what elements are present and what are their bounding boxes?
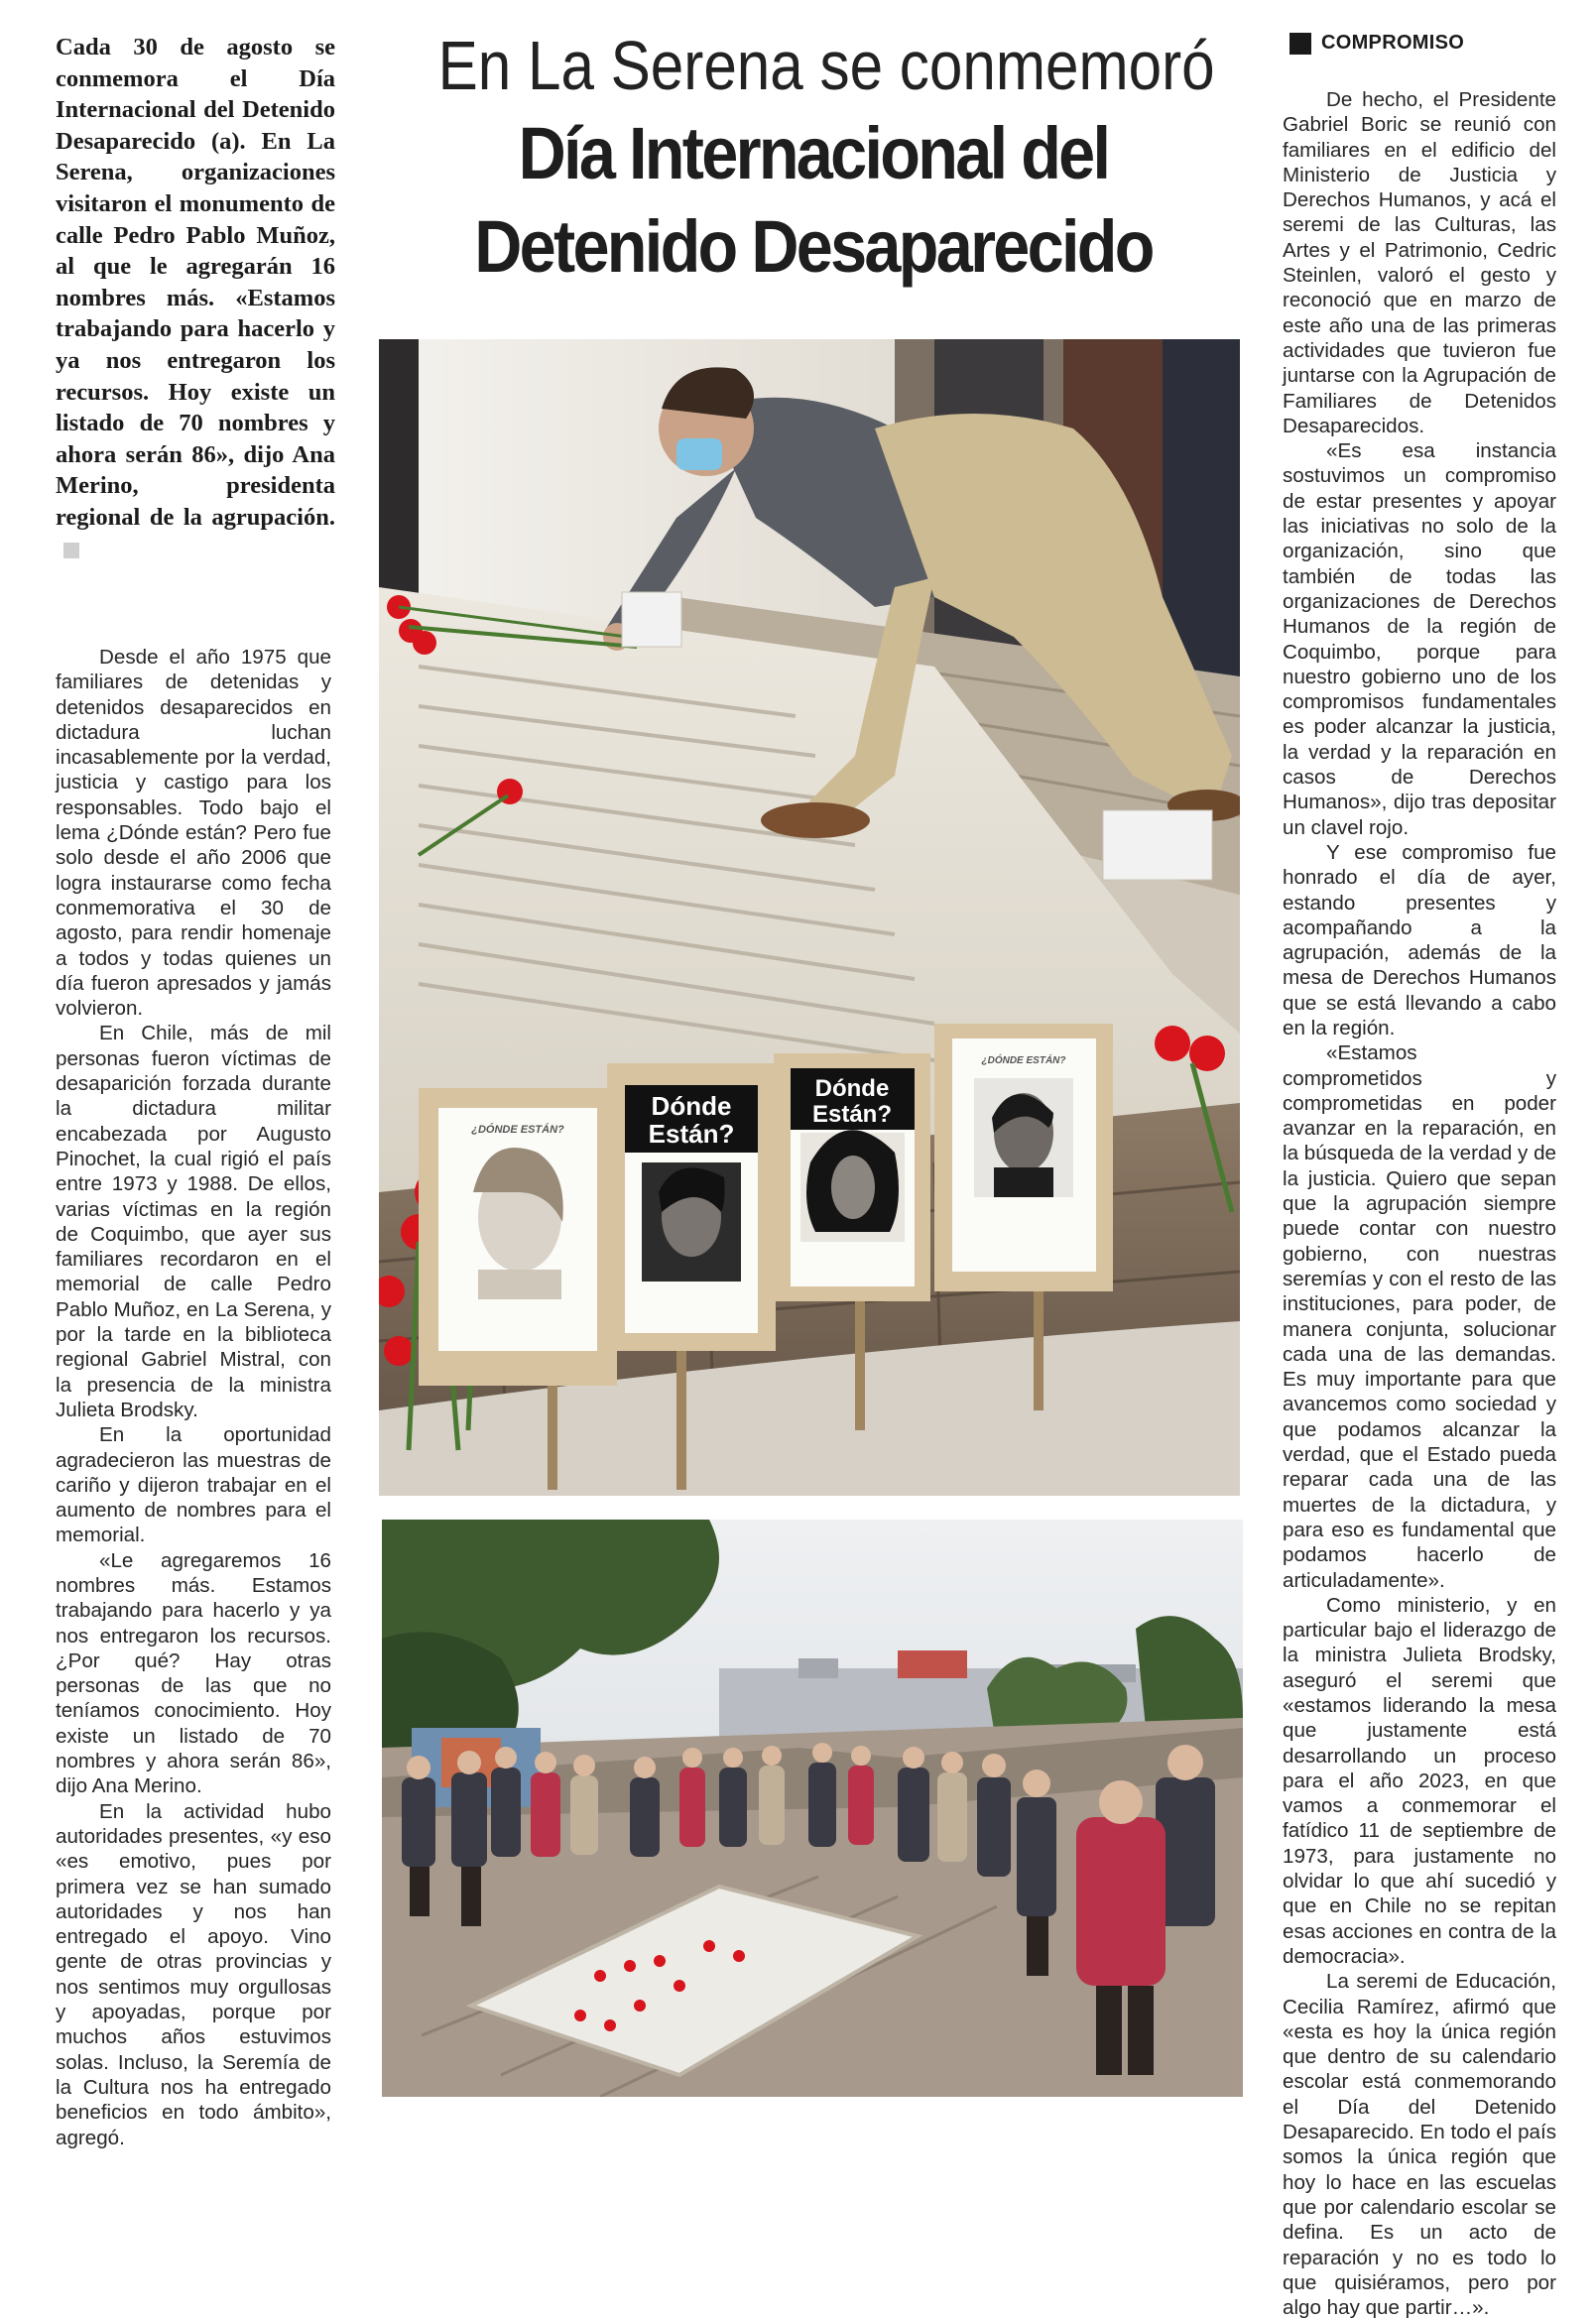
headline-line-3: Detenido Desaparecido [474, 205, 1153, 288]
article-lead [56, 32, 335, 564]
square-bullet-icon [1289, 33, 1311, 55]
section-label [1289, 32, 1464, 55]
sign-1-caption: ¿DÓNDE ESTÁN? [471, 1124, 564, 1136]
memorial-photo-illustration [379, 339, 1240, 1496]
headline-line-2: Día Internacional del [518, 112, 1109, 194]
headline-line-1: En La Serena se conmemoró [437, 27, 1215, 104]
right-paragraph: La seremi de Educación, Cecilia Ramírez, afirmó que «esta es hoy la única región que dentro de su calendario escolar está conmemorando el Día del Detenido Desaparecido. En todo el país somos la única región que hoy lo hace en las escuelas que por calendario escolar se defina. Es un acto de reparación y no es todo lo que quisiéramos, pero por algo hay que partir…». [1283, 1970, 1556, 2320]
lead-text: Cada 30 de agosto se conmemora el Día Internacional del Detenido Desaparecido (a). En La Serena, organizaciones visitaron el monumento de calle Pedro Pablo Muñoz, al que le agregarán 16 nombres más. «Estamos trabajando para hacerlo y ya nos entregaron los recursos. Hoy existe un listado de 70 nombres y ahora serán 86», dijo Ana Merino, presidenta regional de la agrupación. [56, 34, 335, 531]
right-paragraph: De hecho, el Presidente Gabriel Boric se reunió con familiares en el edificio del Ministerio de Justicia y Derechos Humanos, y acá el seremi de las Culturas, las Artes y el Patrimonio, Cedric Steinlen, valoró el gesto y reconoció que en marzo de este año una de las primeras actividades que tuvieron fue juntarse con la Agrupación de Familiares de Detenidos Desaparecidos. [1283, 88, 1556, 437]
left-paragraph: Desde el año 1975 que familiares de detenidas y detenidos desaparecidos en dictadura luchan incasablemente por la verdad, justicia y castigo para los responsables. Todo bajo el lema ¿Dónde están? Pero fue solo desde el año 2006 que logra instaurarse como fecha conmemorativa el 30 de agosto, para rendir homenaje a todos y todas quienes un día fueron apresados y jamás volvieron. [56, 646, 331, 1021]
right-column [1283, 87, 1556, 2320]
right-paragraph: «Es esa instancia sostuvimos un compromiso de estar presentes y apoyar las iniciativas no solo de la organización, sino que también de todas las organizaciones de Derechos Humanos de la región de Coquimbo, porque para nuestro gobierno uno de los compromisos fundamentales es poder alcanzar la justicia, la verdad y la reparación en casos de Derechos Humanos», dijo tras depositar un clavel rojo. [1283, 439, 1556, 839]
left-paragraph: En la actividad hubo autoridades presentes, «y eso «es emotivo, pues por primera vez se han sumado autoridades y nos han entregado el apoyo. Vino gente de otras provincias y nos sentimos muy orgullosas y apoyadas, porque por muchos años estuvimos solas. Incluso, la Seremía de la Cultura nos ha entregado beneficios en todo ámbito», agregó. [56, 1799, 331, 2149]
sign-2-line-1: Dónde [651, 1091, 732, 1121]
headline [377, 24, 1250, 294]
section-label-text: COMPROMISO [1321, 32, 1465, 54]
end-mark-icon [63, 543, 79, 558]
sign-2-line-2: Están? [648, 1119, 735, 1149]
right-paragraph: Como ministerio, y en particular bajo el liderazgo de la ministra Julieta Brodsky, aseguró el seremi que «estamos liderando la mesa que justamente está desarrollando un proceso para el año 2023, en que vamos a conmemorar el fatídico 11 de septiembre de 1973, para justamente no olvidar lo que ahí sucedió y que en Chile no se repitan esas acciones en contra de la democracia». [1283, 1593, 1556, 1968]
memorial-photo [379, 339, 1240, 1496]
left-paragraph: En Chile, más de mil personas fueron víctimas de desaparición forzada durante la dictadura militar encabezada por Augusto Pinochet, la cual rigió el país entre 1973 y 1988. De ellos, varias víctimas en la región de Coquimbo, que ayer sus familiares recordaron en el memorial de calle Pedro Pablo Muñoz, en La Serena, y por la tarde en la biblioteca regional Gabriel Mistral, con la presencia de la ministra Julieta Brodsky. [56, 1022, 331, 1421]
left-paragraph: «Le agregaremos 16 nombres más. Estamos trabajando para hacerlo y ya nos entregaron los recursos. ¿Por qué? Hay otras personas de las que no teníamos conocimiento. Hoy existe un listado de 70 nombres y ahora serán 86», dijo Ana Merino. [56, 1548, 331, 1798]
right-paragraph: Y ese compromiso fue honrado el día de ayer, estando presentes y acompañando a la agrupación, además de la mesa de Derechos Humanos que se está llevando a cabo en la región. [1283, 840, 1556, 1039]
left-column [56, 645, 331, 2150]
sign-3-line-2: Están? [811, 1101, 893, 1128]
sign-4-caption: ¿DÓNDE ESTÁN? [981, 1055, 1066, 1066]
crowd-photo [382, 1520, 1243, 2097]
crowd-photo-illustration [382, 1520, 1243, 2097]
sign-3-line-1: Dónde [814, 1075, 890, 1102]
right-paragraph: «Estamos comprometidos y comprometidas en poder avanzar en la reparación, en la búsqueda de la verdad y de la justicia. Quiero que sepan que la agrupación siempre puede contar con nuestro gobierno, con nuestras seremías y con el resto de las instituciones, para poder, de manera conjunta, solucionar cada una de las demandas. Es muy importante para que avancemos como sociedad y que podamos alcanzar la verdad, que el Estado pueda reparar cada una de las muertes de la dictadura, y para eso es fundamental que podamos hacerlo de articuladamente». [1283, 1041, 1556, 1592]
left-paragraph: En la oportunidad agradecieron las muestras de cariño y dijeron trabajar en el aumento de nombres para el memorial. [56, 1423, 331, 1547]
